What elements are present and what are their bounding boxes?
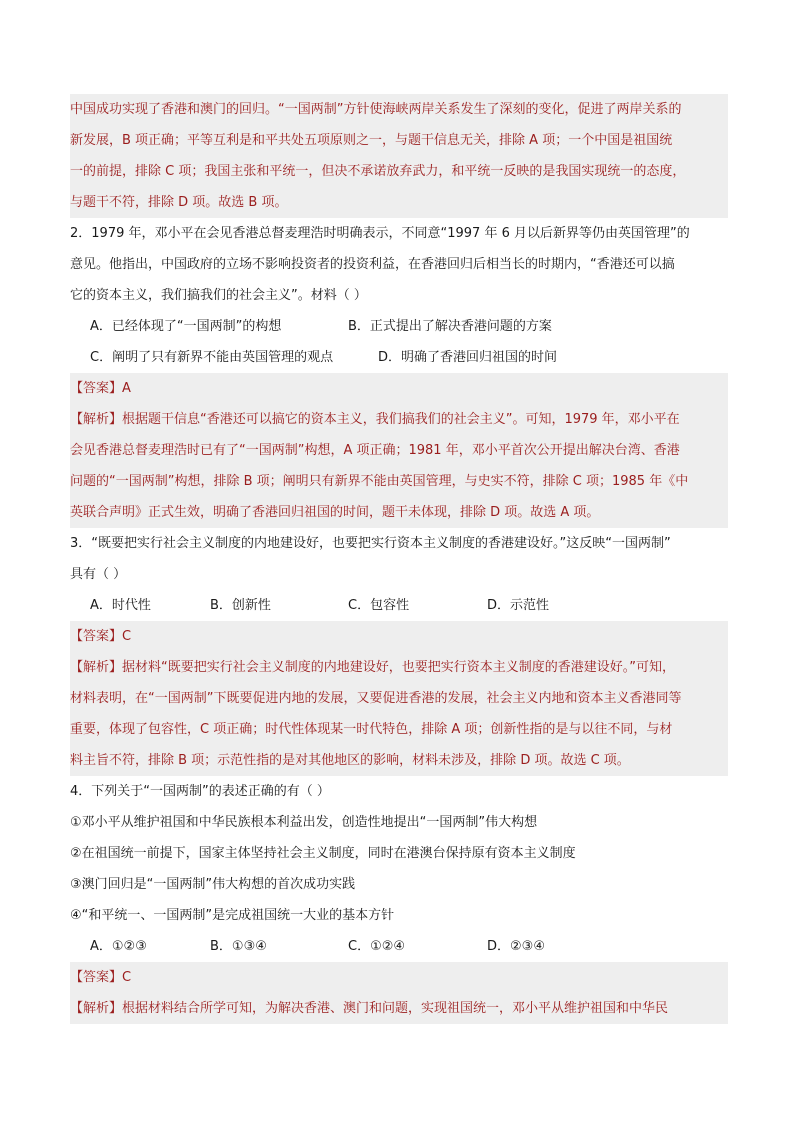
option-d: D．②③④ [487,939,545,954]
question-stem-line: 意见。他指出，中国政府的立场不影响投资者的投资利益，在香港回归后相当长的时期内，“香港还可以搞 [70,257,675,272]
option-c: C．①②④ [348,939,406,954]
answer-line [70,373,728,404]
answer-value: C [122,629,132,644]
statement-item: ④“和平统一、一国两制”是完成祖国统一大业的基本方针 [70,908,395,923]
option-b: B．①③④ [210,939,267,954]
question-stem-line: 3．“既要把实行社会主义制度的内地建设好，也要把实行资本主义制度的香港建设好。”这反映“一国两制” [70,536,671,551]
statement-item: ①邓小平从维护祖国和中华民族根本利益出发，创造性地提出“一国两制”伟大构想 [70,815,538,830]
analysis-line: 问题的“一国两制”构想，排除 B 项；阐明只有新界不能由英国管理，与史实不符，排除 C 项；1985 年《中 [70,474,689,489]
analysis-line: 材料表明，在“一国两制”下既要促进内地的发展，又要促进香港的发展，社会主义内地和资本主义香港同等 [70,691,682,706]
previous-analysis [70,94,728,218]
question-stem-line: 具有（ ） [70,567,127,582]
answer-block [70,373,728,528]
option-a: A．①②③ [90,939,147,954]
answer-value: C [122,970,132,985]
option-c: C．阐明了只有新界不能由英国管理的观点 [90,350,334,365]
question-3 [70,528,728,776]
option-a: A．已经体现了“一国两制”的构想 [90,319,282,334]
analysis-line: 新发展，B 项正确；平等互利是和平共处五项原则之一，与题干信息无关，排除 A 项；一个中国是祖国统 [70,133,673,148]
question-2 [70,218,728,528]
option-d: D．明确了香港回归祖国的时间 [378,350,558,365]
answer-block [70,621,728,776]
options-row [70,590,728,621]
answer-label: 【答案】 [70,970,123,985]
analysis-line: 【解析】根据题干信息“香港还可以搞它的资本主义，我们搞我们的社会主义”。可知，1979 年，邓小平在 [70,412,680,427]
option-c: C．包容性 [348,598,410,613]
document-body [70,94,728,1024]
analysis-line: 【解析】根据材料结合所学可知，为解决香港、澳门和问题，实现祖国统一，邓小平从维护祖国和中华民 [70,1001,669,1016]
question-stem-line: 它的资本主义，我们搞我们的社会主义”。材料（ ） [70,288,367,303]
answer-value: A [122,381,131,396]
option-a: A．时代性 [90,598,151,613]
question-stem-line: 4．下列关于“一国两制”的表述正确的有（ ） [70,784,330,799]
statement-item: ③澳门回归是“一国两制”伟大构想的首次成功实践 [70,877,356,892]
options-row [70,342,728,373]
answer-block [70,962,728,1024]
analysis-line: 【解析】据材料“既要把实行社会主义制度的内地建设好，也要把实行资本主义制度的香港建设好。”可知， [70,660,675,675]
analysis-line: 料主旨不符，排除 B 项；示范性指的是对其他地区的影响，材料未涉及，排除 D 项。故选 C 项。 [70,753,630,768]
options-row [70,311,728,342]
question-4 [70,776,728,1024]
analysis-line: 会见香港总督麦理浩时已有了“一国两制”构想，A 项正确；1981 年，邓小平首次公开提出解决台湾、香港 [70,443,680,458]
options-row [70,931,728,962]
analysis-line: 与题干不符，排除 D 项。故选 B 项。 [70,195,288,210]
statement-item: ②在祖国统一前提下，国家主体坚持社会主义制度，同时在港澳台保持原有资本主义制度 [70,846,576,861]
answer-line [70,962,728,993]
question-stem-line: 2．1979 年，邓小平在会见香港总督麦理浩时明确表示，不同意“1997 年 6 月以后新界等仍由英国管理”的 [70,226,690,241]
option-b: B．创新性 [210,598,271,613]
answer-line [70,621,728,652]
answer-label: 【答案】 [70,381,123,396]
analysis-line: 重要，体现了包容性，C 项正确；时代性体现某一时代特色，排除 A 项；创新性指的是与以往不同，与材 [70,722,673,737]
analysis-line: 中国成功实现了香港和澳门的回归。“一国两制”方针使海峡两岸关系发生了深刻的变化，促进了两岸关系的 [70,102,682,117]
analysis-line: 英联合声明》正式生效，明确了香港回归祖国的时间，题干未体现，排除 D 项。故选 A 项。 [70,505,600,520]
answer-label: 【答案】 [70,629,123,644]
analysis-line: 一的前提，排除 C 项；我国主张和平统一，但决不承诺放弃武力，和平统一反映的是我国实现统一的态度， [70,164,686,179]
option-d: D．示范性 [487,598,550,613]
option-b: B．正式提出了解决香港问题的方案 [348,319,552,334]
